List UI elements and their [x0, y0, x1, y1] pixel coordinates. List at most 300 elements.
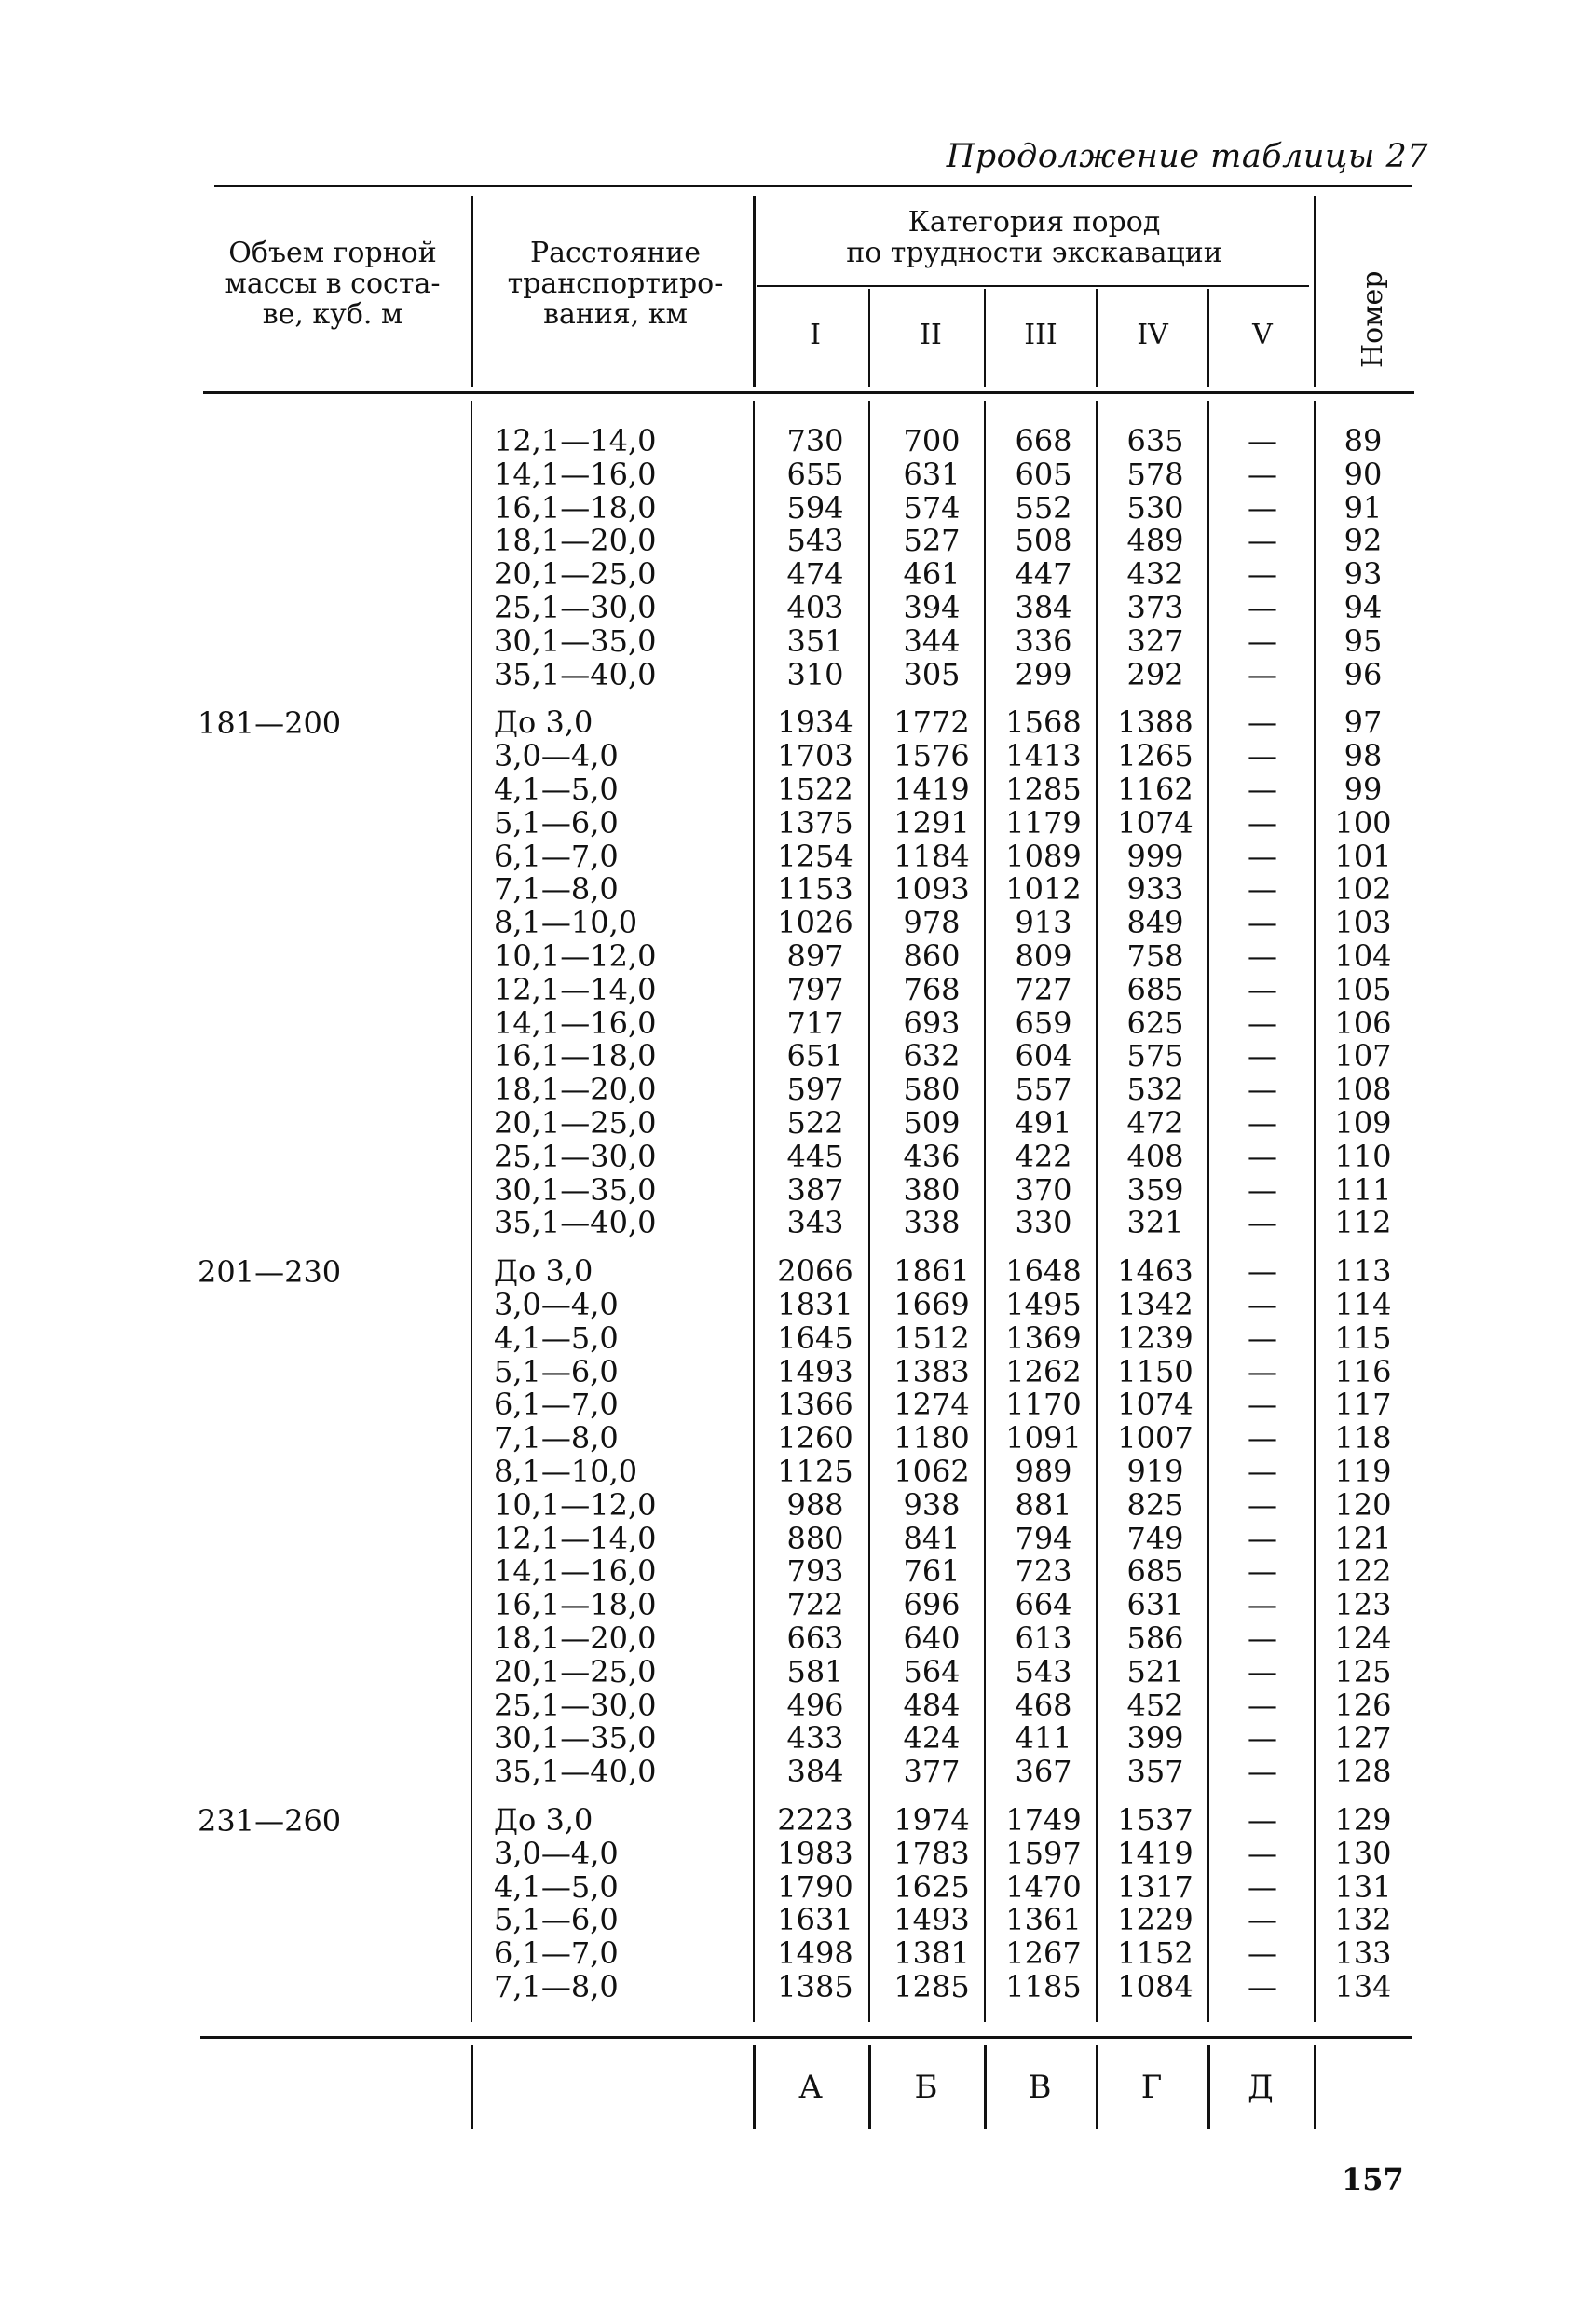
value-cell: 1084: [1117, 1969, 1194, 2004]
value-cell: 1179: [1005, 805, 1082, 841]
value-cell: 411: [1015, 1720, 1072, 1756]
value-cell: 1091: [1005, 1420, 1082, 1456]
value-cell: —: [1248, 1754, 1277, 1789]
value-cell: —: [1248, 1869, 1277, 1905]
value-cell: —: [1248, 1320, 1277, 1356]
value-cell: 424: [903, 1720, 961, 1756]
distance-cell: 10,1—12,0: [494, 1487, 657, 1523]
group-volume-label: 181—200: [198, 705, 342, 741]
value-cell: —: [1248, 1836, 1277, 1871]
value-cell: —: [1248, 1287, 1277, 1322]
header-category: [759, 207, 1309, 268]
value-cell: 825: [1126, 1487, 1184, 1523]
value-cell: 1790: [777, 1869, 853, 1905]
distance-cell: 8,1—10,0: [494, 905, 638, 940]
body-divider: [1314, 401, 1316, 2022]
footer-divider: [1096, 2045, 1098, 2129]
distance-cell: 25,1—30,0: [494, 1139, 657, 1174]
value-cell: 999: [1126, 839, 1184, 874]
row-number-cell: 107: [1334, 1038, 1392, 1073]
value-cell: 632: [903, 1038, 961, 1073]
row-number-cell: 91: [1344, 490, 1383, 526]
distance-cell: 16,1—18,0: [494, 1038, 657, 1073]
value-cell: 797: [786, 972, 844, 1007]
value-cell: —: [1248, 1802, 1277, 1838]
row-number-cell: 121: [1334, 1521, 1392, 1556]
body-divider: [471, 401, 472, 2022]
value-cell: 1703: [777, 738, 853, 773]
value-cell: 988: [786, 1487, 844, 1523]
value-cell: 793: [786, 1553, 844, 1589]
top-rule: [214, 185, 1412, 187]
header-divider-cat: [1096, 289, 1098, 387]
value-cell: 1369: [1005, 1320, 1082, 1356]
value-cell: 1150: [1117, 1354, 1194, 1389]
row-number-cell: 129: [1334, 1802, 1392, 1838]
footer-divider: [868, 2045, 871, 2129]
header-divider-cat: [868, 289, 870, 387]
value-cell: 1162: [1117, 772, 1194, 807]
value-cell: —: [1248, 1969, 1277, 2004]
value-cell: 452: [1126, 1688, 1184, 1723]
value-cell: 700: [903, 423, 961, 458]
value-cell: 1831: [777, 1287, 853, 1322]
value-cell: —: [1248, 1105, 1277, 1141]
header-volume: [198, 238, 468, 330]
value-cell: 1749: [1005, 1802, 1082, 1838]
value-cell: 1383: [893, 1354, 970, 1389]
value-cell: 1274: [893, 1387, 970, 1422]
value-cell: 2223: [777, 1802, 853, 1838]
value-cell: —: [1248, 657, 1277, 692]
value-cell: 1267: [1005, 1935, 1082, 1971]
value-cell: 1153: [777, 871, 853, 907]
value-cell: —: [1248, 738, 1277, 773]
value-cell: 1317: [1117, 1869, 1194, 1905]
distance-cell: 12,1—14,0: [494, 1521, 657, 1556]
value-cell: 635: [1126, 423, 1184, 458]
value-cell: 1783: [893, 1836, 970, 1871]
row-number-cell: 133: [1334, 1935, 1392, 1971]
value-cell: 468: [1015, 1688, 1072, 1723]
value-cell: 394: [903, 590, 961, 625]
value-cell: 597: [786, 1072, 844, 1107]
row-number-cell: 100: [1334, 805, 1392, 841]
value-cell: 1093: [893, 871, 970, 907]
distance-cell: 20,1—25,0: [494, 1654, 657, 1689]
value-cell: 336: [1015, 623, 1072, 659]
value-cell: 370: [1015, 1172, 1072, 1208]
value-cell: 761: [903, 1553, 961, 1589]
value-cell: 722: [786, 1587, 844, 1622]
value-cell: 881: [1015, 1487, 1072, 1523]
value-cell: 1291: [893, 805, 970, 841]
value-cell: 1012: [1005, 871, 1082, 907]
value-cell: 696: [903, 1587, 961, 1622]
value-cell: 1152: [1117, 1935, 1194, 1971]
row-number-cell: 94: [1344, 590, 1383, 625]
value-cell: 1625: [893, 1869, 970, 1905]
distance-cell: 10,1—12,0: [494, 938, 657, 974]
row-number-cell: 105: [1334, 972, 1392, 1007]
value-cell: 933: [1126, 871, 1184, 907]
distance-cell: До 3,0: [494, 1253, 593, 1289]
value-cell: 1413: [1005, 738, 1082, 773]
distance-cell: 20,1—25,0: [494, 556, 657, 592]
footer-divider: [984, 2045, 987, 2129]
value-cell: —: [1248, 1620, 1277, 1656]
distance-cell: До 3,0: [494, 704, 593, 740]
value-cell: 758: [1126, 938, 1184, 974]
distance-cell: 6,1—7,0: [494, 1387, 619, 1422]
distance-cell: 18,1—20,0: [494, 1072, 657, 1107]
value-cell: 373: [1126, 590, 1184, 625]
value-cell: 1074: [1117, 1387, 1194, 1422]
value-cell: —: [1248, 1420, 1277, 1456]
value-cell: 1568: [1005, 704, 1082, 740]
value-cell: 522: [786, 1105, 844, 1141]
value-cell: 367: [1015, 1754, 1072, 1789]
distance-cell: 35,1—40,0: [494, 1754, 657, 1789]
value-cell: —: [1248, 1587, 1277, 1622]
value-cell: 841: [903, 1521, 961, 1556]
value-cell: 508: [1015, 523, 1072, 558]
row-number-cell: 127: [1334, 1720, 1392, 1756]
value-cell: 663: [786, 1620, 844, 1656]
value-cell: 1498: [777, 1935, 853, 1971]
row-number-cell: 97: [1344, 704, 1383, 740]
value-cell: 1007: [1117, 1420, 1194, 1456]
value-cell: 1089: [1005, 839, 1082, 874]
continuation-title: Продолжение таблицы 27: [946, 138, 1428, 175]
distance-cell: 35,1—40,0: [494, 657, 657, 692]
group-volume-label: 201—230: [198, 1254, 342, 1290]
distance-cell: 14,1—16,0: [494, 457, 657, 492]
value-cell: 651: [786, 1038, 844, 1073]
value-cell: 447: [1015, 556, 1072, 592]
value-cell: 664: [1015, 1587, 1072, 1622]
value-cell: 768: [903, 972, 961, 1007]
footer-divider: [471, 2045, 473, 2129]
category-heading: IV: [1137, 319, 1168, 351]
distance-cell: 7,1—8,0: [494, 1969, 619, 2004]
row-number-cell: 96: [1344, 657, 1383, 692]
header-volume-line: Объем горной: [228, 237, 437, 269]
row-number-cell: 120: [1334, 1487, 1392, 1523]
value-cell: 1493: [893, 1902, 970, 1937]
value-cell: 489: [1126, 523, 1184, 558]
value-cell: —: [1248, 1253, 1277, 1289]
value-cell: 1184: [893, 839, 970, 874]
distance-cell: 4,1—5,0: [494, 772, 619, 807]
value-cell: 1180: [893, 1420, 970, 1456]
header-distance-line: вания, км: [543, 298, 688, 331]
value-cell: —: [1248, 490, 1277, 526]
body-divider: [984, 401, 986, 2022]
distance-cell: 8,1—10,0: [494, 1454, 638, 1489]
value-cell: 1974: [893, 1802, 970, 1838]
value-cell: 380: [903, 1172, 961, 1208]
distance-cell: 35,1—40,0: [494, 1205, 657, 1240]
value-cell: —: [1248, 704, 1277, 740]
value-cell: 978: [903, 905, 961, 940]
value-cell: 727: [1015, 972, 1072, 1007]
row-number-cell: 109: [1334, 1105, 1392, 1141]
value-cell: 1645: [777, 1320, 853, 1356]
value-cell: 2066: [777, 1253, 853, 1289]
row-number-cell: 102: [1334, 871, 1392, 907]
value-cell: 387: [786, 1172, 844, 1208]
distance-cell: 3,0—4,0: [494, 738, 619, 773]
header-bottom-rule: [203, 391, 1414, 394]
header-category-line: Категория пород: [907, 206, 1161, 239]
value-cell: —: [1248, 1654, 1277, 1689]
value-cell: 299: [1015, 657, 1072, 692]
value-cell: 564: [903, 1654, 961, 1689]
value-cell: 685: [1126, 1553, 1184, 1589]
header-category-line: по трудности экскавации: [846, 237, 1222, 269]
distance-cell: 30,1—35,0: [494, 1172, 657, 1208]
value-cell: 321: [1126, 1205, 1184, 1240]
value-cell: 1375: [777, 805, 853, 841]
value-cell: —: [1248, 1487, 1277, 1523]
row-number-cell: 126: [1334, 1688, 1392, 1723]
row-number-cell: 103: [1334, 905, 1392, 940]
value-cell: 527: [903, 523, 961, 558]
value-cell: 693: [903, 1005, 961, 1041]
footer-letter: В: [1028, 2069, 1052, 2106]
value-cell: 1861: [893, 1253, 970, 1289]
row-number-cell: 106: [1334, 1005, 1392, 1041]
value-cell: 305: [903, 657, 961, 692]
row-number-cell: 89: [1344, 423, 1383, 458]
page-number: 157: [1342, 2162, 1404, 2197]
footer-letter: А: [798, 2069, 823, 2106]
value-cell: 723: [1015, 1553, 1072, 1589]
value-cell: —: [1248, 1072, 1277, 1107]
value-cell: 1170: [1005, 1387, 1082, 1422]
footer-letter: Г: [1140, 2069, 1163, 2106]
row-number-cell: 99: [1344, 772, 1383, 807]
body-divider: [1207, 401, 1209, 2022]
bottom-rule: [200, 2036, 1412, 2039]
value-cell: 1185: [1005, 1969, 1082, 2004]
distance-cell: 7,1—8,0: [494, 871, 619, 907]
row-number-cell: 114: [1334, 1287, 1392, 1322]
row-number-cell: 119: [1334, 1454, 1392, 1489]
value-cell: 491: [1015, 1105, 1072, 1141]
distance-cell: До 3,0: [494, 1802, 593, 1838]
distance-cell: 25,1—30,0: [494, 590, 657, 625]
row-number-cell: 98: [1344, 738, 1383, 773]
value-cell: —: [1248, 871, 1277, 907]
category-rule: [757, 285, 1309, 287]
distance-cell: 4,1—5,0: [494, 1869, 619, 1905]
value-cell: 422: [1015, 1139, 1072, 1174]
value-cell: 640: [903, 1620, 961, 1656]
row-number-cell: 117: [1334, 1387, 1392, 1422]
row-number-cell: 110: [1334, 1139, 1392, 1174]
value-cell: 461: [903, 556, 961, 592]
value-cell: 509: [903, 1105, 961, 1141]
value-cell: 668: [1015, 423, 1072, 458]
value-cell: 1493: [777, 1354, 853, 1389]
footer-divider: [753, 2045, 756, 2129]
value-cell: 1239: [1117, 1320, 1194, 1356]
value-cell: 919: [1126, 1454, 1184, 1489]
row-number-cell: 104: [1334, 938, 1392, 974]
value-cell: —: [1248, 1454, 1277, 1489]
value-cell: 1229: [1117, 1902, 1194, 1937]
row-number-cell: 108: [1334, 1072, 1392, 1107]
header-divider-cat: [1207, 289, 1209, 387]
value-cell: —: [1248, 623, 1277, 659]
value-cell: —: [1248, 938, 1277, 974]
value-cell: 574: [903, 490, 961, 526]
value-cell: 1669: [893, 1287, 970, 1322]
value-cell: —: [1248, 972, 1277, 1007]
row-number-cell: 132: [1334, 1902, 1392, 1937]
value-cell: —: [1248, 1354, 1277, 1389]
value-cell: —: [1248, 1387, 1277, 1422]
value-cell: —: [1248, 556, 1277, 592]
category-heading: II: [920, 319, 942, 351]
row-number-cell: 123: [1334, 1587, 1392, 1622]
value-cell: 330: [1015, 1205, 1072, 1240]
value-cell: 989: [1015, 1454, 1072, 1489]
footer-divider: [1314, 2045, 1316, 2129]
row-number-cell: 113: [1334, 1253, 1392, 1289]
value-cell: 557: [1015, 1072, 1072, 1107]
value-cell: 860: [903, 938, 961, 974]
header-divider-distance: [753, 196, 756, 387]
value-cell: 292: [1126, 657, 1184, 692]
row-number-cell: 116: [1334, 1354, 1392, 1389]
value-cell: 605: [1015, 457, 1072, 492]
value-cell: 1934: [777, 704, 853, 740]
distance-cell: 18,1—20,0: [494, 1620, 657, 1656]
value-cell: 1125: [777, 1454, 853, 1489]
value-cell: 1265: [1117, 738, 1194, 773]
value-cell: 327: [1126, 623, 1184, 659]
distance-cell: 30,1—35,0: [494, 623, 657, 659]
distance-cell: 16,1—18,0: [494, 1587, 657, 1622]
row-number-cell: 111: [1334, 1172, 1392, 1208]
value-cell: 433: [786, 1720, 844, 1756]
value-cell: —: [1248, 1172, 1277, 1208]
row-number-cell: 92: [1344, 523, 1383, 558]
value-cell: —: [1248, 1005, 1277, 1041]
header-distance-line: транспортиро-: [507, 267, 724, 300]
distance-cell: 30,1—35,0: [494, 1720, 657, 1756]
value-cell: —: [1248, 1521, 1277, 1556]
value-cell: 532: [1126, 1072, 1184, 1107]
header-divider-number: [1314, 196, 1316, 387]
header-divider-volume: [471, 196, 473, 387]
value-cell: 1470: [1005, 1869, 1082, 1905]
value-cell: —: [1248, 805, 1277, 841]
value-cell: 1463: [1117, 1253, 1194, 1289]
value-cell: 730: [786, 423, 844, 458]
value-cell: 377: [903, 1754, 961, 1789]
value-cell: 1361: [1005, 1902, 1082, 1937]
header-divider-cat: [984, 289, 986, 387]
value-cell: 530: [1126, 490, 1184, 526]
value-cell: 580: [903, 1072, 961, 1107]
value-cell: 849: [1126, 905, 1184, 940]
value-cell: 344: [903, 623, 961, 659]
row-number-cell: 95: [1344, 623, 1383, 659]
row-number-cell: 118: [1334, 1420, 1392, 1456]
distance-cell: 5,1—6,0: [494, 1354, 619, 1389]
value-cell: 384: [1015, 590, 1072, 625]
value-cell: —: [1248, 1688, 1277, 1723]
header-number: Номер: [1357, 270, 1389, 368]
value-cell: 1648: [1005, 1253, 1082, 1289]
value-cell: 384: [786, 1754, 844, 1789]
value-cell: 578: [1126, 457, 1184, 492]
distance-cell: 6,1—7,0: [494, 1935, 619, 1971]
value-cell: 436: [903, 1139, 961, 1174]
category-heading: III: [1024, 319, 1057, 351]
value-cell: 1419: [1117, 1836, 1194, 1871]
distance-cell: 6,1—7,0: [494, 839, 619, 874]
distance-cell: 5,1—6,0: [494, 805, 619, 841]
group-volume-label: 231—260: [198, 1803, 342, 1839]
value-cell: 1285: [893, 1969, 970, 2004]
category-heading: V: [1252, 319, 1273, 351]
value-cell: —: [1248, 1038, 1277, 1073]
value-cell: —: [1248, 772, 1277, 807]
value-cell: 749: [1126, 1521, 1184, 1556]
value-cell: 1419: [893, 772, 970, 807]
row-number-cell: 101: [1334, 839, 1392, 874]
value-cell: 1062: [893, 1454, 970, 1489]
header-distance-line: Расстояние: [529, 237, 701, 269]
distance-cell: 12,1—14,0: [494, 423, 657, 458]
footer-letter: Б: [914, 2069, 938, 2106]
row-number-cell: 125: [1334, 1654, 1392, 1689]
row-number-cell: 93: [1344, 556, 1383, 592]
value-cell: —: [1248, 590, 1277, 625]
value-cell: 1260: [777, 1420, 853, 1456]
value-cell: 474: [786, 556, 844, 592]
value-cell: 496: [786, 1688, 844, 1723]
value-cell: 408: [1126, 1139, 1184, 1174]
body-divider: [868, 401, 870, 2022]
value-cell: —: [1248, 457, 1277, 492]
value-cell: —: [1248, 1902, 1277, 1937]
value-cell: 338: [903, 1205, 961, 1240]
value-cell: 1366: [777, 1387, 853, 1422]
distance-cell: 7,1—8,0: [494, 1420, 619, 1456]
value-cell: 521: [1126, 1654, 1184, 1689]
value-cell: 1381: [893, 1935, 970, 1971]
value-cell: 625: [1126, 1005, 1184, 1041]
value-cell: 1388: [1117, 704, 1194, 740]
value-cell: 1576: [893, 738, 970, 773]
value-cell: —: [1248, 905, 1277, 940]
value-cell: 359: [1126, 1172, 1184, 1208]
value-cell: —: [1248, 1139, 1277, 1174]
value-cell: 631: [903, 457, 961, 492]
value-cell: 1597: [1005, 1836, 1082, 1871]
value-cell: 1983: [777, 1836, 853, 1871]
value-cell: 1385: [777, 1969, 853, 2004]
value-cell: 659: [1015, 1005, 1072, 1041]
header-volume-line: ве, куб. м: [262, 298, 403, 331]
value-cell: 581: [786, 1654, 844, 1689]
